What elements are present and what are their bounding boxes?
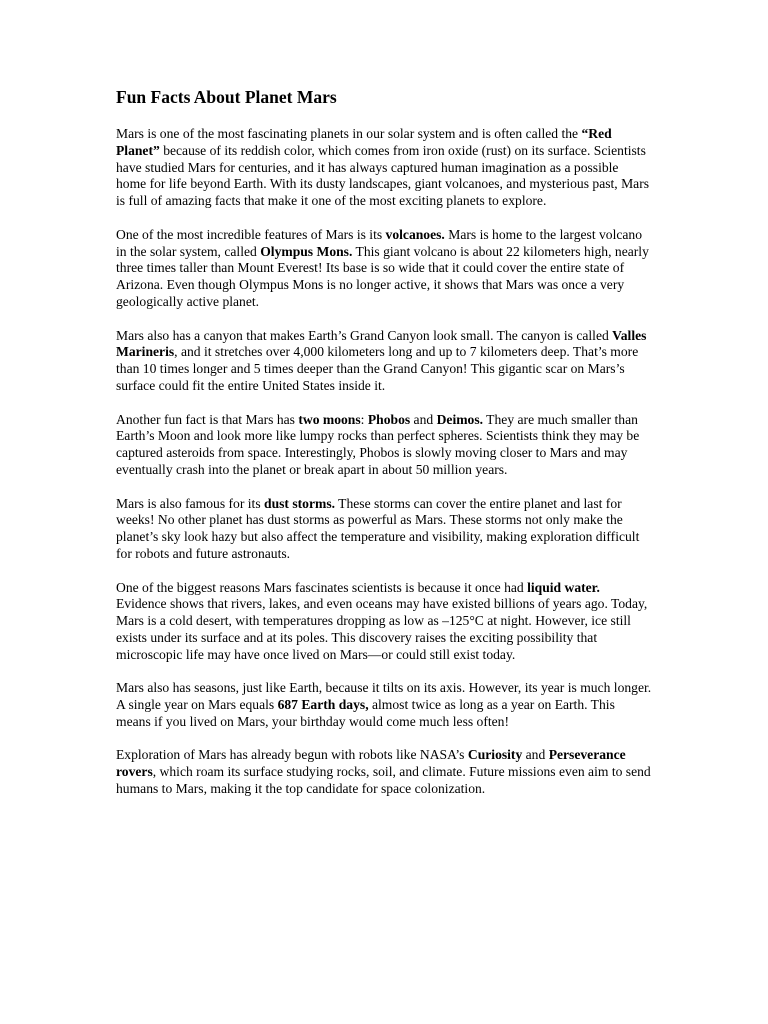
- bold-text: Curiosity: [467, 747, 523, 763]
- paragraph-dust-storms: [116, 496, 652, 563]
- bold-text: “Red Planet”: [116, 126, 612, 158]
- paragraph-text: because of its reddish color, which comes from iron oxide (rust) on its surface. Scientists have studied Mars for centuries, and it has always captured human imagination as a possible home for life beyond Earth. With its dusty landscapes, giant volcanoes, and mysterious past, Mars is full of amazing facts that make it one of the most exciting planets to explore.: [116, 142, 650, 209]
- paragraph-text: :: [360, 411, 368, 427]
- paragraph-text: This giant volcano is about 22 kilometers high, nearly three times taller than Mount Everest! Its base is so wide that it could cover the entire state of Arizona. Even though Olympus Mons is no longer active, it shows that Mars was once a very geologically active planet.: [116, 243, 649, 309]
- paragraph-text: These storms can cover the entire planet and last for weeks! No other planet has dust storms as powerful as Mars. These storms not only make the planet’s sky look hazy but also affect the temperature and visibility, making exploration difficult for robots and future astronauts.: [116, 495, 640, 561]
- bold-text: dust storms.: [264, 495, 336, 511]
- bold-text: Perseverance rovers: [116, 747, 626, 780]
- paragraph-text: Mars also has seasons, just like Earth, because it tilts on its axis. However, its year is much longer. A single year on Mars equals: [116, 680, 652, 713]
- paragraph-text: One of the most incredible features of Mars is its: [116, 226, 386, 242]
- paragraph-exploration: [116, 747, 652, 797]
- paragraph-intro: [116, 126, 652, 210]
- bold-text: liquid water.: [527, 579, 600, 595]
- document-content: [116, 86, 652, 815]
- paragraph-text: and: [410, 411, 437, 427]
- paragraph-volcanoes: [116, 227, 652, 311]
- paragraph-text: , and it stretches over 4,000 kilometers long and up to 7 kilometers deep. That’s more than 10 times longer and 5 times deeper than the Grand Canyon! This gigantic scar on Mars’s surface could fit the entire United States inside it.: [116, 344, 639, 393]
- bold-text: Deimos.: [436, 411, 484, 427]
- bold-text: 687 Earth days,: [277, 697, 369, 713]
- bold-text: volcanoes.: [385, 226, 445, 242]
- bold-text: Valles Marineris: [116, 327, 647, 360]
- paragraph-text: Mars is one of the most fascinating planets in our solar system and is often called the: [116, 126, 582, 141]
- document-title: Fun Facts About Planet Mars: [116, 87, 337, 107]
- paragraph-text: Exploration of Mars has already begun with robots like NASA’s: [116, 747, 468, 763]
- paragraph-seasons: [116, 680, 652, 730]
- paragraph-text: , which roam its surface studying rocks, soil, and climate. Future missions even aim to send humans to Mars, making it the top candidate for space colonization.: [116, 764, 651, 797]
- paragraph-text: One of the biggest reasons Mars fascinates scientists is because it once had: [116, 579, 528, 595]
- paragraph-text: and: [522, 747, 549, 763]
- bold-text: two moons: [298, 411, 361, 427]
- paragraph-text: Another fun fact is that Mars has: [116, 411, 299, 427]
- paragraph-text: Mars is also famous for its: [116, 495, 265, 511]
- bold-text: Phobos: [367, 411, 411, 427]
- paragraph-text: They are much smaller than Earth’s Moon and look more like lumpy rocks than perfect spheres. Scientists think they may be captured asteroids from space. Interestingly, Phobos is slowly moving closer to Mars and may eventually crash into the planet or break apart in about 50 million years.: [116, 411, 640, 477]
- paragraph-water: [116, 580, 652, 664]
- bold-text: Olympus Mons.: [260, 243, 353, 259]
- paragraph-text: almost twice as long as a year on Earth. This means if you lived on Mars, your birthday would come much less often!: [116, 697, 615, 729]
- paragraph-text: Evidence shows that rivers, lakes, and even oceans may have existed billions of years ago. Today, Mars is a cold desert, with temperatures dropping as low as –125°C at night. However, ice still exists under its surface and at its poles. This discovery raises the exciting possibility that microscopic life may have once lived on Mars—or could still exist today.: [116, 596, 648, 662]
- paragraph-text: Mars also has a canyon that makes Earth’s Grand Canyon look small. The canyon is called: [116, 327, 613, 343]
- paragraph-canyon: [116, 328, 652, 395]
- paragraph-text: Mars is home to the largest volcano in the solar system, called: [116, 226, 643, 259]
- paragraph-moons: [116, 412, 652, 479]
- paragraph-list: [116, 126, 652, 798]
